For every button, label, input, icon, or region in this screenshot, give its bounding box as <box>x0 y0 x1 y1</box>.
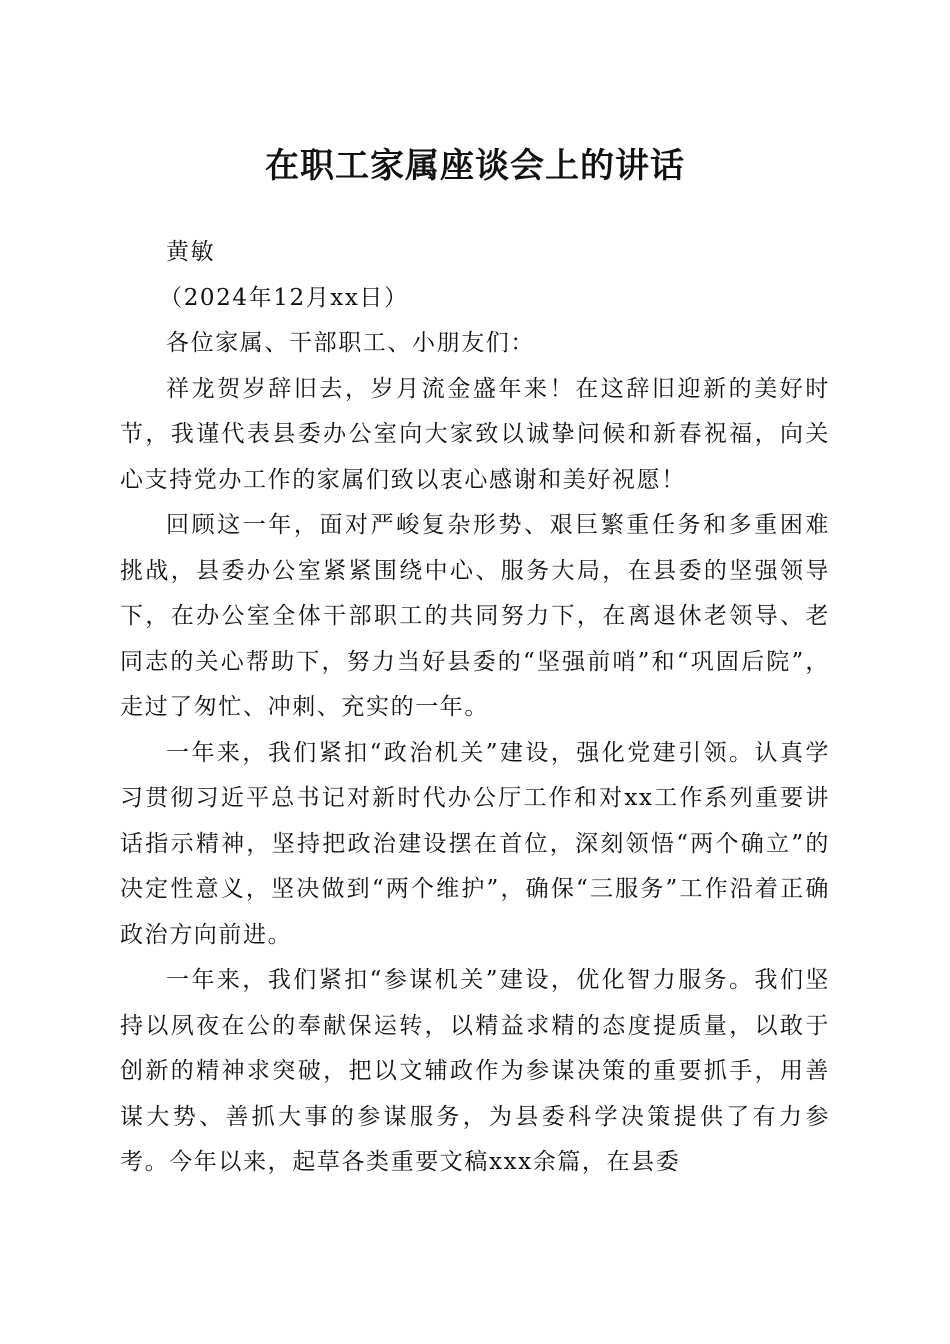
paragraph-new-year-greeting: 祥龙贺岁辞旧去，岁月流金盛年来！在这辞旧迎新的美好时节，我谨代表县委办公室向大家致以诚挚问候和新春祝福，向关心支持党办工作的家属们致以衷心感谢和美好祝愿！ <box>120 375 830 493</box>
salutation: 各位家属、干部职工、小朋友们： <box>166 330 535 356</box>
document-title: 在职工家属座谈会上的讲话 <box>265 146 685 186</box>
author-name: 黄敏 <box>166 239 216 265</box>
speech-date: （2024年12月xx日） <box>159 284 409 311</box>
paragraph-year-review: 回顾这一年，面对严峻复杂形势、艰巨繁重任务和多重困难挑战，县委办公室紧紧围绕中心、服务大局，在县委的坚强领导下，在办公室全体干部职工的共同努力下，在离退休老领导、老同志的关心帮助下，努力当好县委的“坚强前哨”和“巩固后院”，走过了匆忙、冲刺、充实的一年。 <box>120 512 830 720</box>
paragraph-advisory-organ: 一年来，我们紧扣“参谋机关”建设，优化智力服务。我们坚持以夙夜在公的奉献保运转，以精益求精的态度提质量，以敢于创新的精神求突破，把以文辅政作为参谋决策的重要抓手，用善谋大势、善抓大事的参谋服务，为县委科学决策提供了有力参考。今年以来，起草各类重要文稿xxx余篇，在县委 <box>120 967 830 1175</box>
document-body <box>120 230 830 1186</box>
paragraph-political-organ: 一年来，我们紧扣“政治机关”建设，强化党建引领。认真学习贯彻习近平总书记对新时代办公厅工作和对xx工作系列重要讲话指示精神，坚持把政治建设摆在首位，深刻领悟“两个确立”的决定性意义，坚决做到“两个维护”，确保“三服务”工作沿着正确政治方向前进。 <box>120 739 830 948</box>
